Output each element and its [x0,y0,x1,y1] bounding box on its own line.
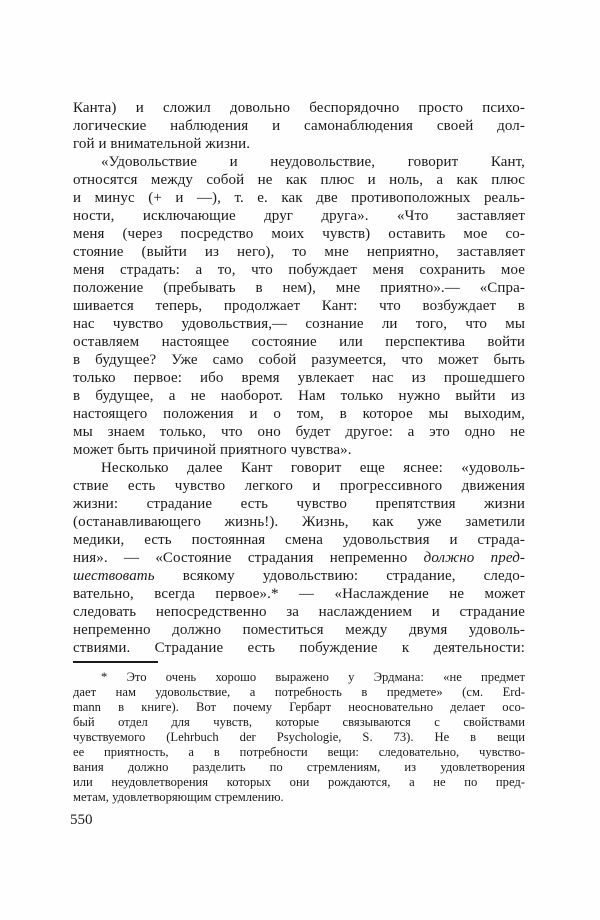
italic-text: шествовать [73,568,155,584]
text-line [73,351,525,369]
text-line [73,700,525,715]
text-line [73,405,525,423]
text-line [73,315,525,333]
text: вания должно разделить по стремлениям, из удовлетворения [73,760,525,774]
paragraph-continuation [73,99,525,153]
text: непременно должно поместиться между двумя удоволь- [73,622,525,638]
text-line [73,423,525,441]
italic-text: должно пред- [423,550,526,566]
text-line [73,775,525,790]
text-line [73,495,525,513]
text: логические наблюдения и самонаблюдения своей дол- [73,118,525,134]
text-line [73,760,525,775]
text: мы знаем только, что оно будет другое: а это одно не [73,424,525,440]
text-line [73,567,525,585]
text: вательно, всегда первое».* — «Наслаждение не может [73,586,525,602]
text-line [73,171,525,189]
text-line [73,639,525,657]
text: в будущее? Уже само собой разумеется, что может быть [73,352,525,368]
text-line [73,279,525,297]
text: положение (пребывать в нем), мне приятно».— «Спра- [73,280,525,296]
text: только первое: ибо время увлекает нас из прошедшего [73,370,525,386]
text-line [73,549,525,567]
text-line [73,297,525,315]
footnote-separator-rule [73,661,158,663]
text: ния». — «Состояние страдания непременно [73,550,424,566]
text-line [73,117,525,135]
text-line [73,225,525,243]
text-line [73,621,525,639]
text: гой и внимательной жизни. [73,136,251,152]
text: чувствуемого (Lehrbuch der Psychologie, S. 73). Не в вещи [73,730,525,744]
text-line [73,715,525,730]
text: или неудовлетворения которых они рождаются, а не по пред- [73,775,525,789]
text: «Удовольствие и неудовольствие, говорит Кант, [101,154,525,170]
text: Канта) и сложил довольно беспорядочно просто психо- [73,100,525,116]
text: может быть причиной приятного чувства». [73,442,352,458]
text: всякому удовольствию: страдание, следо- [154,568,525,584]
text: (останавливающего жизнь!). Жизнь, как уже заметили [73,514,525,530]
text: ности, исключающие друг друга». «Что заставляет [73,208,525,224]
text: стояние (выйти из него), то мне неприятно, заставляет [73,244,525,260]
paragraph-kant-further [73,459,525,657]
paragraph-kant-quote [73,153,525,459]
text-line [73,189,525,207]
text-line [73,790,525,805]
text: следовать непосредственно за наслаждением и страдание [73,604,525,620]
text-line [73,531,525,549]
text-line [73,585,525,603]
text: нас чувство удовольствия,— сознание ли того, что мы [73,316,525,332]
text: Несколько далее Кант говорит еще яснее: «удоволь- [101,460,525,476]
text-line [73,730,525,745]
text-column [70,99,526,829]
text-line [73,243,525,261]
text-line [73,745,525,760]
text-line [73,135,525,153]
text-line [73,207,525,225]
text-line [73,153,525,171]
text-line [73,477,525,495]
text-line [73,333,525,351]
footnote [73,670,525,805]
text-line [73,459,525,477]
page-number: 550 [70,812,93,828]
text: * Это очень хорошо выражено у Эрдмана: «не предмет [101,670,525,684]
text-line [73,603,525,621]
text: в будущее, а не наоборот. Нам только нужно выйти из [73,388,525,404]
text: шивается теперь, продолжает Кант: что возбуждает в [73,298,525,314]
text: относятся между собой не как плюс и ноль, а как плюс [73,172,525,188]
text: меня (через посредство моих чувств) оставить мое со- [73,226,525,242]
text: настоящего положения и о том, в которое мы выходим, [73,406,525,422]
text-line [73,369,525,387]
text-line [73,387,525,405]
text: жизни: страдание есть чувство препятствия жизни [73,496,525,512]
text: медики, есть постоянная смена удовольствия и страда- [73,532,525,548]
text-line [73,261,525,279]
text: mann в книге). Вот почему Гербарт неосновательно делает осо- [73,700,525,714]
text: оставляем настоящее состояние или перспектива войти [73,334,525,350]
text: и минус (+ и —), т. е. как две противоположных реаль- [73,190,525,206]
text-line [73,685,525,700]
text: ее приятность, а в потребности вещи: следовательно, чувство- [73,745,525,759]
text: ствиями. Страдание есть побуждение к деятельности: [73,640,525,656]
text: бый отдел для чувств, которые связываются с свойствами [73,715,525,729]
text-line [73,513,525,531]
text: ствие есть чувство легкого и прогрессивного движения [73,478,525,494]
text-line [73,99,525,117]
text-line [73,441,525,459]
text: метам, удовлетворяющим стремлению. [73,790,284,804]
text-line [73,670,525,685]
text: меня страдать: а то, что побуждает меня сохранить мое [73,262,525,278]
text: дает нам удовольствие, а потребность в предмете» (см. Erd- [73,685,525,699]
